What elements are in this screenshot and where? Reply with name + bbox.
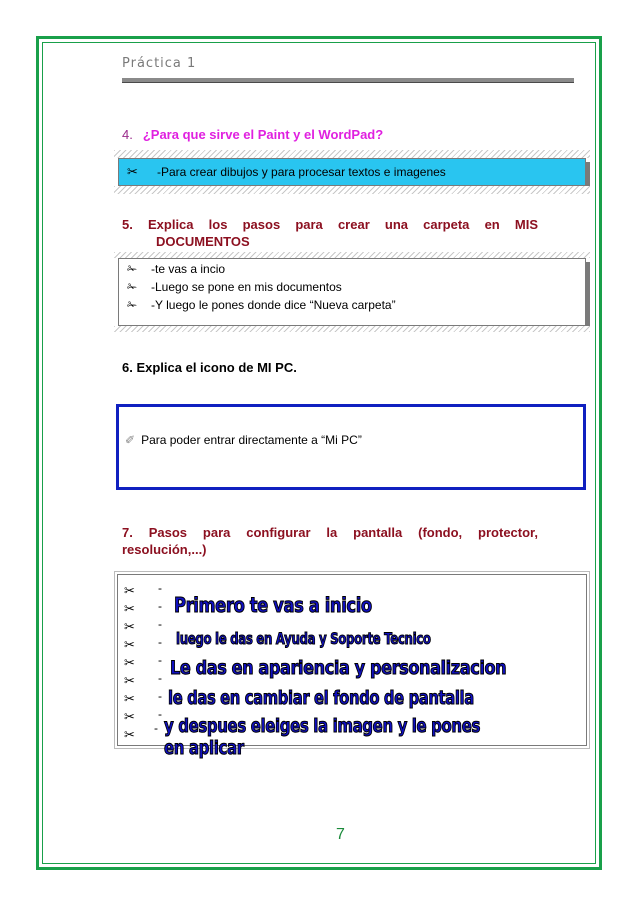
answer-box-q4 <box>118 158 586 186</box>
question-4-text: ¿Para que sirve el Paint y el WordPad? <box>142 127 384 142</box>
list-item: ✁ -Y luego le pones donde dice “Nueva carpeta” <box>127 298 396 312</box>
answer-q7-step-3: Le das en apariencia y personalizacion <box>170 657 507 679</box>
dash-marker: - <box>158 599 162 613</box>
dash-marker: - <box>154 721 158 735</box>
answer-box-q5 <box>118 258 586 326</box>
scissors-vertical-icon: ✁ <box>127 298 138 312</box>
answer-q7-step-2: luego le das en Ayuda y Soporte Tecnico <box>176 629 431 648</box>
hatch-bottom-q5 <box>114 326 590 332</box>
scissors-icon: ✂ <box>124 673 135 688</box>
header-rule <box>122 78 574 83</box>
scissors-vertical-icon: ✁ <box>127 262 138 276</box>
list-item: ✁ -te vas a incio <box>127 262 226 276</box>
answer-q4: -Para crear dibujos y para procesar textos e imagenes <box>157 165 446 179</box>
dash-marker: - <box>158 653 162 667</box>
answer-box-q6 <box>116 404 586 490</box>
dash-marker: - <box>158 707 162 721</box>
page-number: 7 <box>336 826 345 843</box>
answer-q6: ✐ Para poder entrar directamente a “Mi PC” <box>125 433 362 447</box>
question-6: 6. Explica el icono de MI PC. <box>122 360 297 375</box>
list-item: ✁ -Luego se pone en mis documentos <box>127 280 342 294</box>
dash-marker: - <box>158 635 162 649</box>
answer-box-q7 <box>117 574 587 759</box>
dash-marker: - <box>158 689 162 703</box>
question-4 <box>122 127 383 142</box>
page-header-title: Práctica 1 <box>122 56 197 71</box>
answer-q7-step-1: Primero te vas a inicio <box>174 593 372 617</box>
dash-marker: - <box>158 581 162 595</box>
dash-marker: - <box>158 671 162 685</box>
scissors-icon: ✂ <box>124 727 135 742</box>
question-5-line2: DOCUMENTOS <box>156 234 250 249</box>
pencil-icon: ✐ <box>125 433 136 447</box>
scissors-icon: ✂ <box>124 601 135 616</box>
question-7-line2: resolución,...) <box>122 542 207 557</box>
question-7-line1: 7. Pasos para configurar la pantalla (fondo, protector, <box>122 525 538 540</box>
answer-q7-step-4: le das en cambiar el fondo de pantalla <box>168 687 474 709</box>
question-4-number: 4. <box>122 127 133 142</box>
scissors-icon: ✂ <box>124 655 135 670</box>
scissors-icon: ✂ <box>124 709 135 724</box>
hatch-bottom-q4 <box>114 186 590 194</box>
scissors-icon: ✂ <box>124 691 135 706</box>
scissors-icon: ✂ <box>124 637 135 652</box>
answer-q7-step-5: y despues eleiges la imagen y le pones en aplicar <box>164 715 481 759</box>
scissors-vertical-icon: ✁ <box>127 280 138 294</box>
question-5-line1: 5. Explica los pasos para crear una carpeta en MIS <box>122 217 538 232</box>
scissors-icon: ✂ <box>124 583 135 598</box>
scissors-icon: ✂ <box>124 619 135 634</box>
scissors-icon: ✂ <box>127 164 138 179</box>
dash-marker: - <box>158 617 162 631</box>
hatch-top-q4 <box>114 150 590 158</box>
